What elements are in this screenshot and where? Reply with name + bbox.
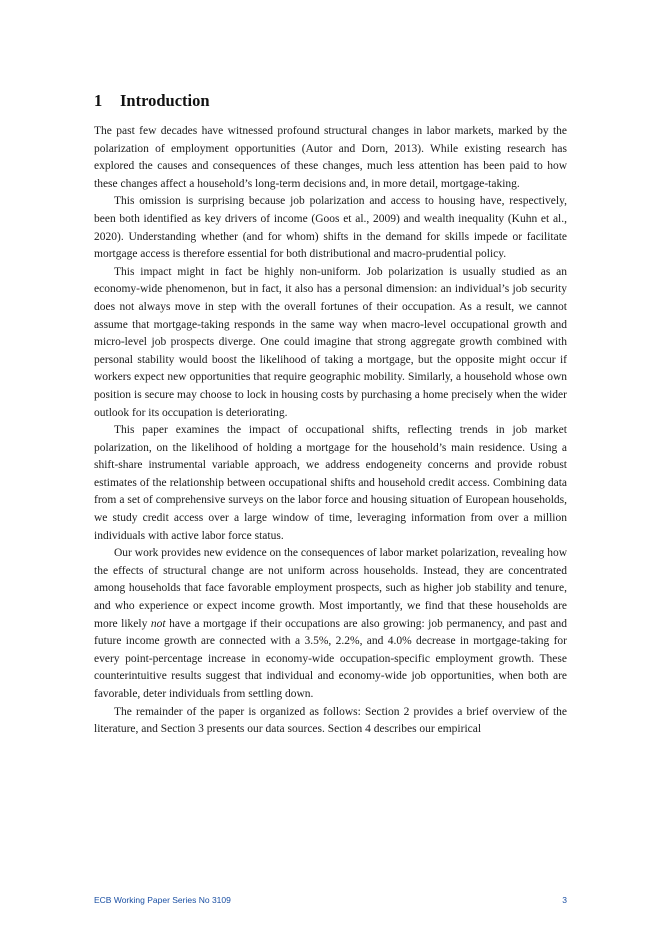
paragraph-3: This impact might in fact be highly non-uniform. Job polarization is usually studied as an economy-wide phenomenon, but in fact, it also has a personal dimension: an individual’s job security does not always move in step with the overall fortunes of their occupation. As a result, we cannot assume that mortgage-taking responds in the same way when macro-level occupational growth and micro-level job prospects diverge. One could imagine that strong aggregate growth combined with personal stability would boost the likelihood of taking a mortgage, but the opposite might occur if workers expect new opportunities that require geographic mobility. Similarly, a household whose own position is secure may choose to lock in housing costs by purchasing a home precisely when the wider outlook for its occupation is deteriorating. bbox=[94, 265, 567, 419]
paragraph-6: The remainder of the paper is organized as follows: Section 2 provides a brief overview of the literature, and Section 3 presents our data sources. Section 4 describes our empirical bbox=[94, 705, 567, 736]
paragraph-5-emphasis: not bbox=[150, 617, 166, 630]
section-number: 1 bbox=[94, 91, 103, 110]
footer-page-number: 3 bbox=[562, 895, 567, 905]
paragraph-5-part-1: Our work provides new evidence on the consequences of labor market polarization, revealing how the effects of structural change are not uniform across households. Instead, they are concentrated among households that face favorable employment prospects, such as higher job stability and tenure, and who experience or expect income growth. Most importantly, we find that these households are more likely bbox=[94, 547, 567, 630]
footer-series-link[interactable]: ECB Working Paper Series No 3109 bbox=[94, 895, 231, 905]
section-heading bbox=[94, 90, 210, 112]
paragraph-5 bbox=[94, 545, 567, 703]
body-text bbox=[94, 123, 567, 739]
section-title: Introduction bbox=[120, 91, 210, 110]
paragraph-4: This paper examines the impact of occupational shifts, reflecting trends in job market polarization, on the likelihood of holding a mortgage for the household’s main residence. Using a shift-share instrumental variable approach, we address endogeneity concerns and provide robust estimates of the relationship between occupational shifts and household credit access. Combining data from a set of comprehensive surveys on the labor force and housing situation of European households, we study credit access over a large window of time, leveraging information from over a million individuals with active labor force status. bbox=[94, 424, 567, 542]
paragraph-1: The past few decades have witnessed profound structural changes in labor markets, marked by the polarization of employment opportunities (Autor and Dorn, 2013). While existing research has explored the causes and consequences of these changes, much less attention has been paid to how these changes affect a household’s long-term decisions and, in more detail, mortgage-taking. bbox=[94, 125, 567, 190]
paragraph-2: This omission is surprising because job polarization and access to housing have, respectively, been both identified as key drivers of income (Goos et al., 2009) and wealth inequality (Kuhn et al., 2020). Understanding whether (and for whom) shifts in the demand for skills impede or facilitate mortgage access is therefore essential for both distributional and macro-prudential policy. bbox=[94, 195, 567, 261]
paragraph-5-part-2: have a mortgage if their occupations are also growing: job permanency, and past and future income growth are connected with a 3.5%, 2.2%, and 4.0% decrease in mortgage-taking for every point-percentage increase in economy-wide occupation-specific employment growth. These counterintuitive results suggest that individual and economy-wide job opportunities, when both are favorable, deter individuals from settling down. bbox=[94, 617, 567, 700]
